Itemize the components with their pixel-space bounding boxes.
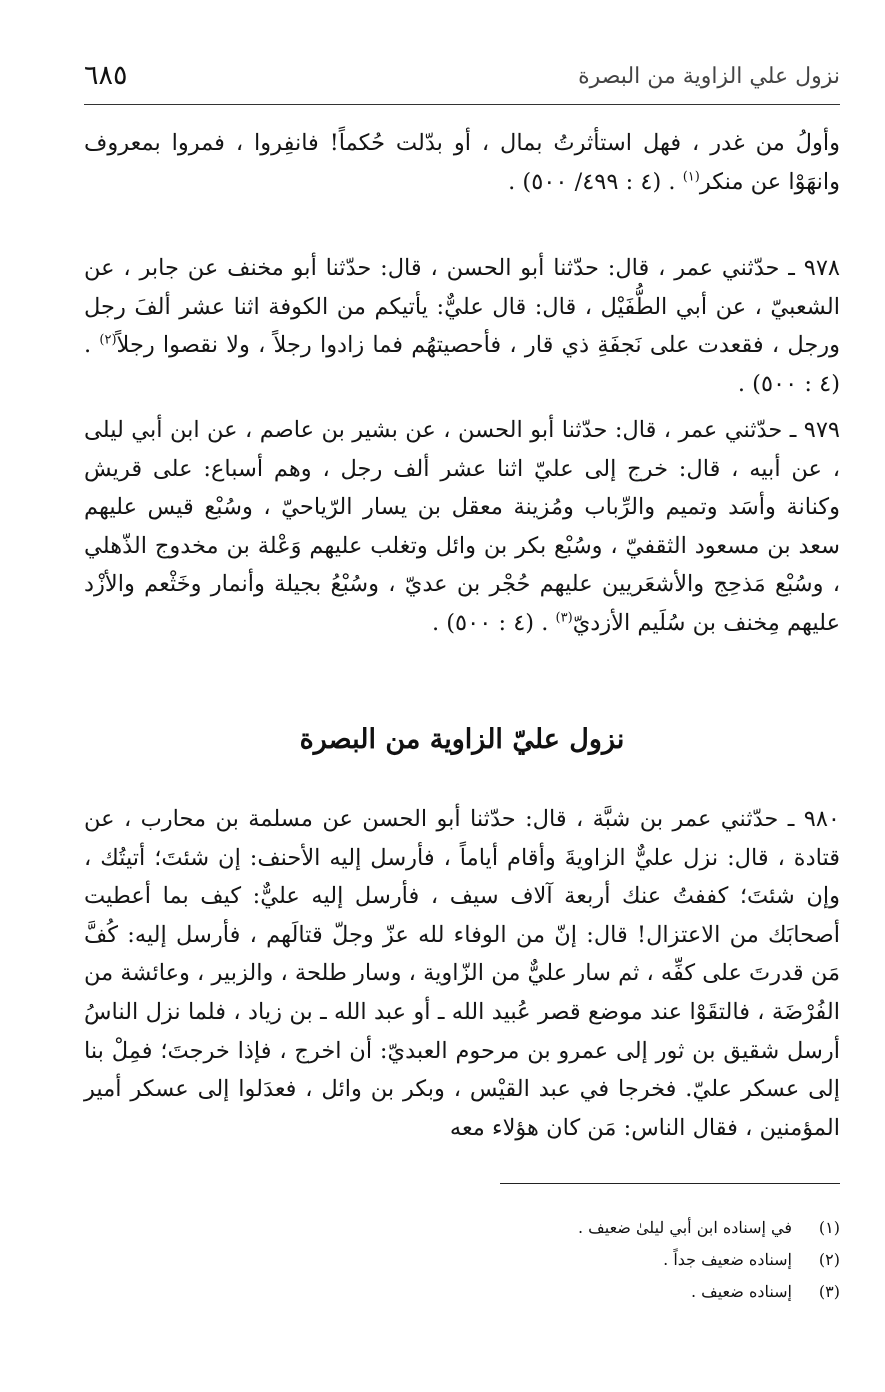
footnote-divider [500, 1183, 840, 1184]
footnote-ref-1: (١) [682, 169, 700, 185]
footnote-1 [340, 1212, 840, 1244]
section-title: نزول عليّ الزاوية من البصرة [299, 724, 625, 755]
paragraph-text: ٩٧٨ ـ حدّثني عمر ، قال: حدّثنا أبو الحسن ، قال: حدّثنا أبو مخنف عن جابر ، عن الشعبيّ ، عن أبي الطُّفَيْل ، قال: قال عليٌّ: يأتيكم من الكوفة اثنا عشر ألفَ رجل ورجل ، فقعدت على نَجفَةِ ذي قار ، فأحصيتهُم فما زادوا رجلاً ، ولا نقصوا رجلاً [84, 255, 841, 359]
paragraph-978 [84, 249, 840, 403]
paragraph-text: ٩٧٩ ـ حدّثني عمر ، قال: حدّثنا أبو الحسن ، عن بشير بن عاصم ، عن ابن أبي ليلى ، عن أبيه ، قال: خرج إلى عليّ اثنا عشر ألف رجل ، وهم أسباع: على قريش وكنانة وأسَد وتميم والرِّباب ومُزينة معقل بن يسار الرّياحيّ ، وسُبْع قيس عليهم سعد بن مسعود الثقفيّ ، وسُبْع بكر بن وائل وتغلب عليهم وَعْلة بن مخدوج الذّهلي ، وسُبْع مَذحِج والأشعَريين عليهم حُجْر بن عديّ ، وسُبْعُ بجيلة وأنمار وخَثْعم والأزْد عليهم مِخنف بن سُلَيم الأزديّ [84, 417, 840, 636]
paragraph-text: وأولُ من غدر ، فهل استأثرتُ بمال ، أو بدّلت حُكماً! فانفِروا ، فمروا بمعروف وانهَوْا عن منكر [84, 130, 840, 195]
footnote-number: (٣) [818, 1282, 840, 1301]
footnote-text: إسناده ضعيف . [690, 1282, 792, 1301]
running-head-title: نزول علي الزاوية من البصرة [578, 64, 840, 89]
footnotes [340, 1212, 840, 1308]
paragraph-continuation [84, 124, 840, 201]
footnote-number: (٢) [818, 1250, 840, 1269]
paragraph-citation: . (٤ : ٤٩٩/ ٥٠٠) . [508, 168, 676, 195]
paragraph-citation: . (٤ : ٥٠٠) . [431, 609, 549, 636]
paragraph-980: ٩٨٠ ـ حدّثني عمر بن شبَّة ، قال: حدّثنا أبو الحسن عن مسلمة بن محارب ، عن قتادة ، قال: نزل عليٌّ الزاويةَ وأقام أياماً ، فأرسل إليه الأحنف: إن شئتَ؛ أتيتُك ، وإن شئتَ؛ كففتُ عنك أربعة آلاف سيف ، فأرسل إليه عليٌّ: كيف بما أعطيت أصحابَك من الاعتزال! قال: إنّ من الوفاء لله عزّ وجلّ قتالَهم ، فأرسل إليه: كُفَّ مَن قدرتَ على كفِّه ، ثم سار عليٌّ من الزّاوية ، وسار طلحة ، والزبير ، وعائشة من الفُرْضَة ، فالتقَوْا عند موضع قصر عُبيد الله ـ أو عبد الله ـ بن زياد ، فلما نزل الناسُ أرسل شقيق بن ثور إلى عمرو بن مرحوم العبديّ: أن اخرج ، فإذا خرجتَ؛ فمِلْ بنا إلى عسكر عليّ. فخرجا في عبد القيْس ، وبكر بن وائل ، فعدَلوا إلى عسكر أمير المؤمنين ، فقال الناس: مَن كان هؤلاء معه [84, 806, 840, 1141]
footnote-text: في إسناده ابن أبي ليلىٰ ضعيف . [578, 1218, 792, 1237]
footnote-3 [340, 1276, 840, 1308]
page-number: ٦٨٥ [84, 60, 128, 91]
running-head [84, 58, 840, 105]
paragraph-979 [84, 411, 840, 643]
paragraph-citation: . (٤ : ٥٠٠) . [84, 332, 840, 397]
footnote-ref-2: (٢) [99, 332, 117, 348]
footnote-ref-3: (٣) [555, 610, 573, 626]
footnote-text: إسناده ضعيف جداً . [663, 1250, 792, 1269]
footnote-2 [340, 1244, 840, 1276]
footnote-number: (١) [818, 1218, 840, 1237]
